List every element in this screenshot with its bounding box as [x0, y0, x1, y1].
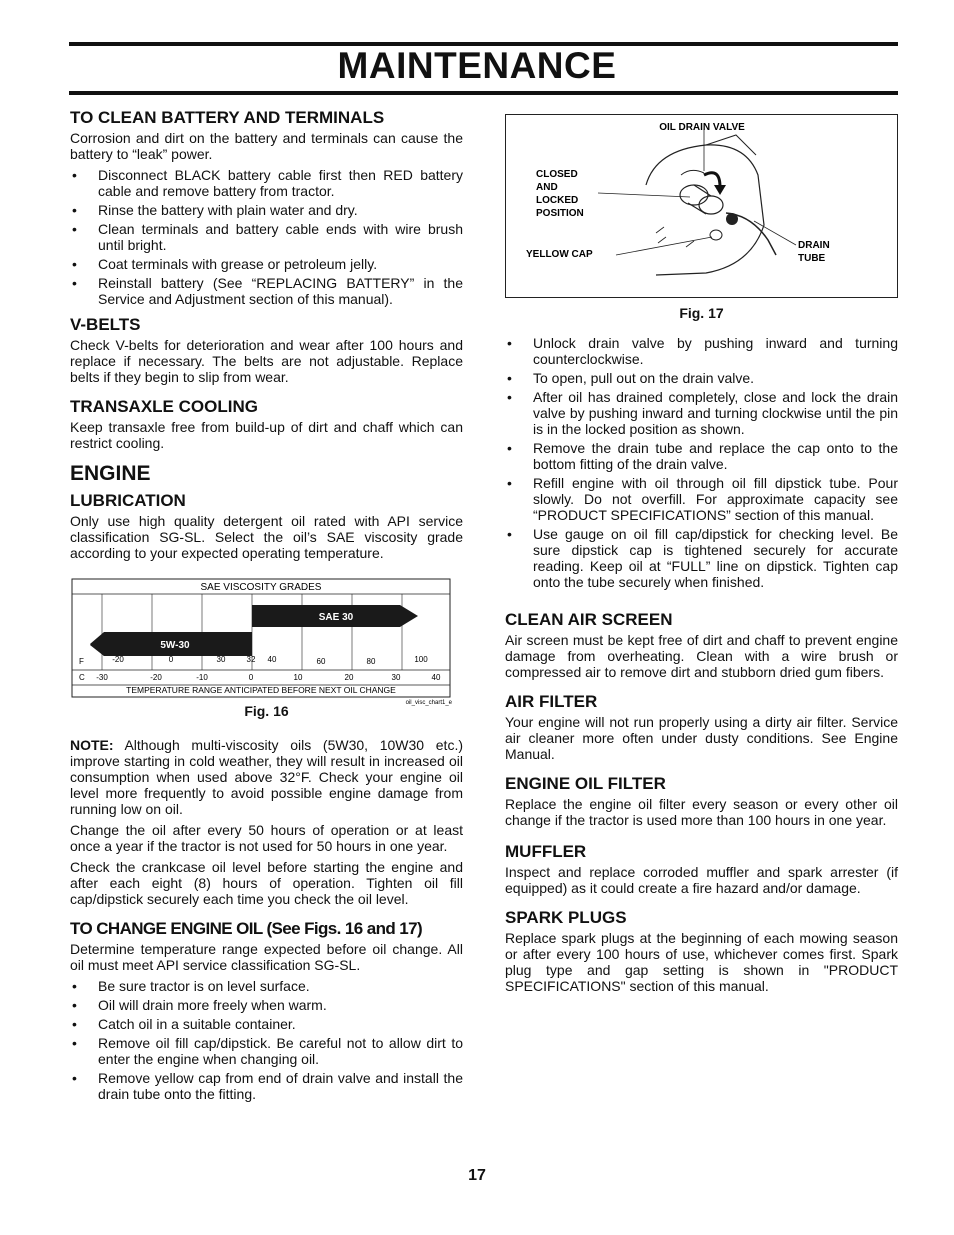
list-item: • Oil will drain more freely when warm.: [70, 997, 463, 1013]
f-tick: 40: [267, 655, 277, 664]
transaxle-text: Keep transaxle free from build-up of dirt and chaff which can restrict cooling.: [70, 419, 463, 451]
list-item: • Catch oil in a suitable container.: [70, 1016, 463, 1032]
drain-valve-illustration: [506, 115, 897, 297]
change-oil-intro: Determine temperature range expected before oil change. All oil must meet API service classification SG-SL.: [70, 941, 463, 973]
battery-list: [70, 167, 463, 307]
f-tick: 80: [366, 657, 376, 666]
spark-plugs-heading: SPARK PLUGS: [505, 908, 627, 927]
chart-footer: TEMPERATURE RANGE ANTICIPATED BEFORE NEXT OIL CHANGE: [126, 685, 396, 695]
c-tick: 10: [293, 673, 303, 682]
viscosity-chart: [70, 577, 463, 707]
fig16-caption: Fig. 16: [244, 703, 289, 719]
air-screen-heading: CLEAN AIR SCREEN: [505, 610, 673, 629]
chart-file-ref: oil_visc_chart1_e: [405, 700, 452, 706]
change-oil-heading: TO CHANGE ENGINE OIL (See Figs. 16 and 17): [70, 919, 423, 938]
drain-list: [505, 335, 898, 590]
list-item: • Rinse the battery with plain water and dry.: [70, 202, 463, 218]
f-tick: 0: [168, 655, 174, 664]
oil-drain-valve-label: OIL DRAIN VALVE: [659, 122, 745, 133]
page-number: 17: [468, 1167, 486, 1184]
f-tick: 100: [414, 655, 428, 664]
list-item: • After oil has drained completely, close and lock the drain valve by pushing inward and turning clockwise until the pin is in the locked position as shown.: [505, 389, 898, 437]
oil-filter-heading: ENGINE OIL FILTER: [505, 774, 666, 793]
muffler-text: Inspect and replace corroded muffler and spark arrester (if equipped) as it could create a fire hazard and/or damage.: [505, 864, 898, 896]
closed-label-line: CLOSED: [536, 169, 578, 180]
oil-change-paragraph: Change the oil after every 50 hours of operation or at least once a year if the tractor is not used for 50 hours in one year.: [70, 822, 463, 854]
air-screen-text: Air screen must be kept free of dirt and chaff to prevent engine damage from overheating. Clean with a wire brush or compressed air to remove dirt and stubborn dried gum fibers.: [505, 632, 898, 680]
lubrication-heading: LUBRICATION: [70, 491, 186, 510]
list-item: • Clean terminals and battery cable ends with wire brush until bright.: [70, 221, 463, 253]
engine-heading: ENGINE: [70, 462, 151, 485]
transaxle-heading: TRANSAXLE COOLING: [70, 397, 258, 416]
list-item: • Remove oil fill cap/dipstick. Be careful not to allow dirt to enter the engine when changing oil.: [70, 1035, 463, 1067]
note-paragraph: [70, 737, 463, 817]
c-scale-label: C: [79, 673, 85, 682]
right-column: [505, 114, 898, 999]
list-item: • Refill engine with oil through oil fill dipstick tube. Pour slowly. Do not overfill. For approximate capacity see “PRODUCT SPECIFICATIONS” section of this manual.: [505, 475, 898, 523]
left-column: [70, 108, 463, 1110]
c-tick: 0: [248, 673, 254, 682]
battery-heading: TO CLEAN BATTERY AND TERMINALS: [70, 108, 385, 127]
oil-filter-text: Replace the engine oil filter every season or every other oil change if the tractor is used more than 100 hours in one year.: [505, 796, 898, 828]
c-tick: -10: [196, 673, 208, 682]
title-underline: [69, 91, 898, 95]
f-scale-label: F: [79, 657, 84, 666]
page-title: MAINTENANCE: [337, 45, 617, 86]
fig17-caption: Fig. 17: [679, 305, 724, 321]
closed-label-line: LOCKED: [536, 195, 579, 206]
air-filter-heading: AIR FILTER: [505, 692, 598, 711]
muffler-heading: MUFFLER: [505, 842, 587, 861]
chart-title: SAE VISCOSITY GRADES: [200, 582, 322, 593]
list-item: • Be sure tractor is on level surface.: [70, 978, 463, 994]
drain-tube-label-line: DRAIN: [798, 240, 830, 251]
f-tick: 32: [246, 655, 256, 664]
lubrication-text: Only use high quality detergent oil rated with API service classification SG-SL. Select the oil’s SAE viscosity grade according to your expected operating temperature.: [70, 513, 463, 561]
air-filter-text: Your engine will not run properly using a dirty air filter. Service air cleaner more often under dusty conditions. See Engine Manual.: [505, 714, 898, 762]
5w30-label: 5W-30: [160, 640, 190, 651]
c-tick: -20: [150, 673, 162, 682]
c-tick: 30: [391, 673, 401, 682]
list-item: • Remove the drain tube and replace the cap onto to the bottom fitting of the drain valve.: [505, 440, 898, 472]
list-item: • Reinstall battery (See “REPLACING BATTERY” in the Service and Adjustment section of this manual).: [70, 275, 463, 307]
closed-label-line: POSITION: [536, 208, 584, 219]
list-item: • Disconnect BLACK battery cable first then RED battery cable and remove battery from tractor.: [70, 167, 463, 199]
note-text: Although multi-viscosity oils (5W30, 10W30 etc.) improve starting in cold weather, they will result in increased oil consumption when used above 32°F. Check your engine oil level more frequently to avoid possible engine damage from running low on oil.: [70, 737, 463, 817]
viscosity-chart-svg: [70, 577, 463, 707]
f-tick: 60: [316, 657, 326, 666]
closed-label-line: AND: [536, 182, 558, 193]
c-tick: 40: [431, 673, 441, 682]
list-item: • Use gauge on oil fill cap/dipstick for checking level. Be sure dipstick cap is tightened securely for accurate reading. Keep oil at “FULL” line on dipstick. Tighten cap onto the tube securely when finished.: [505, 526, 898, 590]
battery-intro: Corrosion and dirt on the battery and terminals can cause the battery to “leak” power.: [70, 130, 463, 162]
change-oil-list: [70, 978, 463, 1102]
c-tick: -30: [96, 673, 108, 682]
fig17-frame: [505, 114, 898, 298]
list-item: • To open, pull out on the drain valve.: [505, 370, 898, 386]
note-label: NOTE:: [70, 737, 114, 753]
drain-tube-label-line: TUBE: [798, 253, 826, 264]
vbelts-heading: V-BELTS: [70, 315, 141, 334]
crankcase-paragraph: Check the crankcase oil level before starting the engine and after each eight (8) hours of operation. Tighten oil fill cap/dipstick securely each time you check the oil level.: [70, 859, 463, 907]
f-tick: 30: [216, 655, 226, 664]
list-item: • Coat terminals with grease or petroleum jelly.: [70, 256, 463, 272]
yellow-cap-label: YELLOW CAP: [526, 249, 593, 260]
sae30-label: SAE 30: [318, 612, 354, 623]
list-item: • Unlock drain valve by pushing inward and turning counterclockwise.: [505, 335, 898, 367]
spark-plugs-text: Replace spark plugs at the beginning of each mowing season or after every 100 hours of use, whichever comes first. Spark plug type and gap setting is shown in "PRODUCT SPECIFICATIONS" section of this manual.: [505, 930, 898, 994]
list-item: • Remove yellow cap from end of drain valve and install the drain tube onto the fitting.: [70, 1070, 463, 1102]
f-tick: -20: [112, 655, 124, 664]
c-tick: 20: [344, 673, 354, 682]
vbelts-text: Check V-belts for deterioration and wear after 100 hours and replace if necessary. The belts are not adjustable. Replace belts if they begin to slip from wear.: [70, 337, 463, 385]
